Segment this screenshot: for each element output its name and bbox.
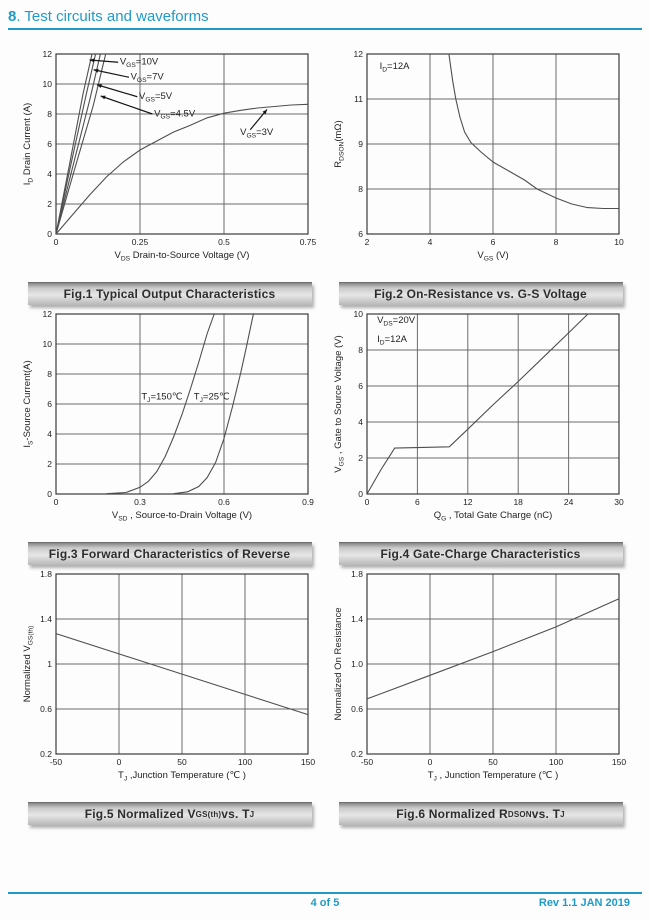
svg-text:0: 0: [116, 757, 122, 767]
svg-text:10: 10: [42, 339, 52, 349]
svg-text:0.2: 0.2: [351, 749, 363, 759]
svg-text:TJ=150℃: $T_J=150℃$: [141, 391, 183, 404]
svg-text:4: 4: [427, 237, 433, 247]
svg-text:10: 10: [353, 309, 363, 319]
svg-text:8: 8: [358, 345, 363, 355]
page-header: [8, 7, 642, 30]
svg-text:VDS=20V: $V_{DS}=20V$: [377, 315, 416, 328]
fig6-caption: Fig.6 Normalized R DSON vs. T J: [339, 802, 623, 825]
figure-3: [20, 306, 319, 566]
svg-text:8: 8: [47, 109, 52, 119]
svg-text:0.6: 0.6: [40, 704, 52, 714]
fig4-chart: [331, 306, 630, 538]
fig4-chart-area: [331, 306, 630, 538]
svg-text:VSD , Source-to-Drain Voltage: $V_{SD}$ , Source-to-Drain Voltage (V): [111, 510, 253, 523]
figure-2: [331, 46, 630, 306]
svg-text:0.2: 0.2: [40, 749, 52, 759]
svg-text:12: 12: [42, 49, 52, 59]
svg-text:150: 150: [300, 757, 316, 767]
fig5-chart-area: [20, 566, 319, 798]
svg-text:1.0: 1.0: [351, 659, 363, 669]
svg-text:12: 12: [463, 497, 473, 507]
fig5-caption: Fig.5 Normalized V GS(th) vs. T J: [28, 802, 312, 825]
svg-text:Normalized VGS(th): Normalized $V_{GS(th)}$: [22, 625, 35, 703]
svg-text:VGS , Gate to Source Voltage (: $V_{GS}$ , Gate to Source Voltage (V): [333, 335, 346, 473]
svg-text:0: 0: [47, 229, 52, 239]
svg-text:9: 9: [358, 139, 363, 149]
svg-text:6: 6: [415, 497, 420, 507]
svg-text:2: 2: [47, 199, 52, 209]
svg-text:Normalized On Resistance: Normalized On Resistance: [333, 607, 344, 721]
figure-5: [20, 566, 319, 826]
fig3-caption: Fig.3 Forward Characteristics of Reverse: [28, 542, 312, 565]
svg-text:1.4: 1.4: [351, 614, 363, 624]
svg-text:-50: -50: [49, 757, 63, 767]
svg-text:0: 0: [53, 237, 59, 247]
svg-text:0.6: 0.6: [351, 704, 363, 714]
fig3-chart-area: [20, 306, 319, 538]
svg-text:VGS=10V: $V_{GS}=10V$: [119, 56, 159, 69]
fig1-caption: Fig.1 Typical Output Characteristics: [28, 282, 312, 305]
fig3-chart: [20, 306, 319, 538]
section-title: [8, 7, 642, 26]
svg-text:6: 6: [358, 381, 363, 391]
svg-text:2: 2: [364, 237, 370, 247]
svg-text:0: 0: [358, 489, 363, 499]
footer-divider: [8, 892, 642, 894]
fig1-chart-area: [20, 46, 319, 278]
page-footer: [0, 892, 650, 913]
svg-text:ID=12A: $I_D=12A$: [379, 61, 410, 74]
svg-text:4: 4: [47, 169, 52, 179]
svg-text:1.8: 1.8: [351, 569, 363, 579]
svg-text:RDSON(mΩ): $R_{DSON}(m\Omega)$: [333, 120, 346, 168]
svg-text:4: 4: [358, 417, 363, 427]
svg-text:VGS=5V: $V_{GS}=5V$: [138, 91, 173, 104]
fig1-chart: [20, 46, 319, 278]
svg-text:VGS=7V: $V_{GS}=7V$: [130, 71, 164, 84]
svg-text:8: 8: [47, 369, 52, 379]
svg-text:50: 50: [488, 757, 498, 767]
svg-text:2: 2: [358, 453, 363, 463]
svg-text:18: 18: [513, 497, 523, 507]
svg-text:0.6: 0.6: [218, 497, 230, 507]
svg-text:24: 24: [563, 497, 574, 507]
svg-text:6: 6: [358, 229, 363, 239]
svg-text:1: 1: [47, 659, 52, 669]
page-indicator: 4 of 5: [310, 897, 340, 909]
figure-1: [20, 46, 319, 306]
svg-text:100: 100: [548, 757, 564, 767]
svg-text:ID Drain Current (A): $I_D$ Drain Current (A): [22, 102, 35, 186]
svg-text:10: 10: [614, 237, 624, 247]
svg-text:10: 10: [42, 79, 52, 89]
footer-row: [8, 897, 642, 913]
svg-text:TJ ,Junction Temperature (℃ ): $T_J$ ,Junction Temperature (℃ ): [118, 770, 246, 783]
svg-text:IS-Source Current(A): $I_S$-Source Current(A): [22, 360, 35, 448]
section-number: 8: [8, 8, 17, 25]
fig5-chart: [20, 566, 319, 798]
svg-text:150: 150: [611, 757, 627, 767]
svg-text:50: 50: [177, 757, 187, 767]
fig2-chart-area: [331, 46, 630, 278]
svg-text:0.3: 0.3: [134, 497, 146, 507]
svg-text:QG , Total Gate Charge (nC): $Q_G$ , Total Gate Charge (nC): [433, 510, 553, 523]
svg-text:4: 4: [47, 429, 52, 439]
svg-text:0: 0: [53, 497, 59, 507]
svg-text:0.9: 0.9: [302, 497, 314, 507]
figures-grid: [0, 46, 650, 826]
svg-text:TJ , Junction Temperature (℃ ): $T_J$ , Junction Temperature (℃ ): [427, 770, 559, 783]
svg-text:100: 100: [237, 757, 253, 767]
svg-text:0: 0: [427, 757, 433, 767]
figure-4: [331, 306, 630, 566]
svg-text:0: 0: [364, 497, 370, 507]
svg-text:VGS=4.5V: $V_{GS}=4.5V$: [154, 108, 196, 121]
svg-text:ID=12A: $I_D=12A$: [377, 333, 407, 347]
svg-text:11: 11: [354, 94, 363, 104]
svg-text:VGS (V): $V_{GS}$ (V): [477, 250, 509, 263]
svg-text:TJ=25℃: $T_J=25℃$: [193, 391, 230, 404]
svg-text:0.75: 0.75: [299, 237, 317, 247]
fig6-chart-area: [331, 566, 630, 798]
section-title-text: . Test circuits and waveforms: [16, 8, 209, 25]
svg-text:8: 8: [358, 184, 363, 194]
svg-text:30: 30: [614, 497, 624, 507]
fig4-caption: Fig.4 Gate-Charge Characteristics: [339, 542, 623, 565]
figure-6: [331, 566, 630, 826]
fig6-chart: [331, 566, 630, 798]
svg-text:0: 0: [47, 489, 52, 499]
svg-text:1.4: 1.4: [40, 614, 52, 624]
svg-text:0.5: 0.5: [218, 237, 230, 247]
svg-text:2: 2: [47, 459, 52, 469]
fig2-chart: [331, 46, 630, 278]
svg-text:1.8: 1.8: [40, 569, 52, 579]
svg-text:VDS Drain-to-Source Voltage (: $V_{DS}$ Drain-to-Source Voltage (V): [114, 250, 250, 263]
svg-text:6: 6: [47, 139, 52, 149]
svg-text:-50: -50: [360, 757, 374, 767]
svg-text:12: 12: [353, 49, 363, 59]
svg-text:6: 6: [490, 237, 496, 247]
revision-label: Rev 1.1 JAN 2019: [538, 897, 630, 909]
fig2-caption: Fig.2 On-Resistance vs. G-S Voltage: [339, 282, 623, 305]
svg-text:6: 6: [47, 399, 52, 409]
svg-text:8: 8: [553, 237, 559, 247]
svg-text:12: 12: [42, 309, 52, 319]
svg-text:VGS=3V: $V_{GS}=3V$: [240, 127, 274, 140]
svg-text:0.25: 0.25: [131, 237, 149, 247]
